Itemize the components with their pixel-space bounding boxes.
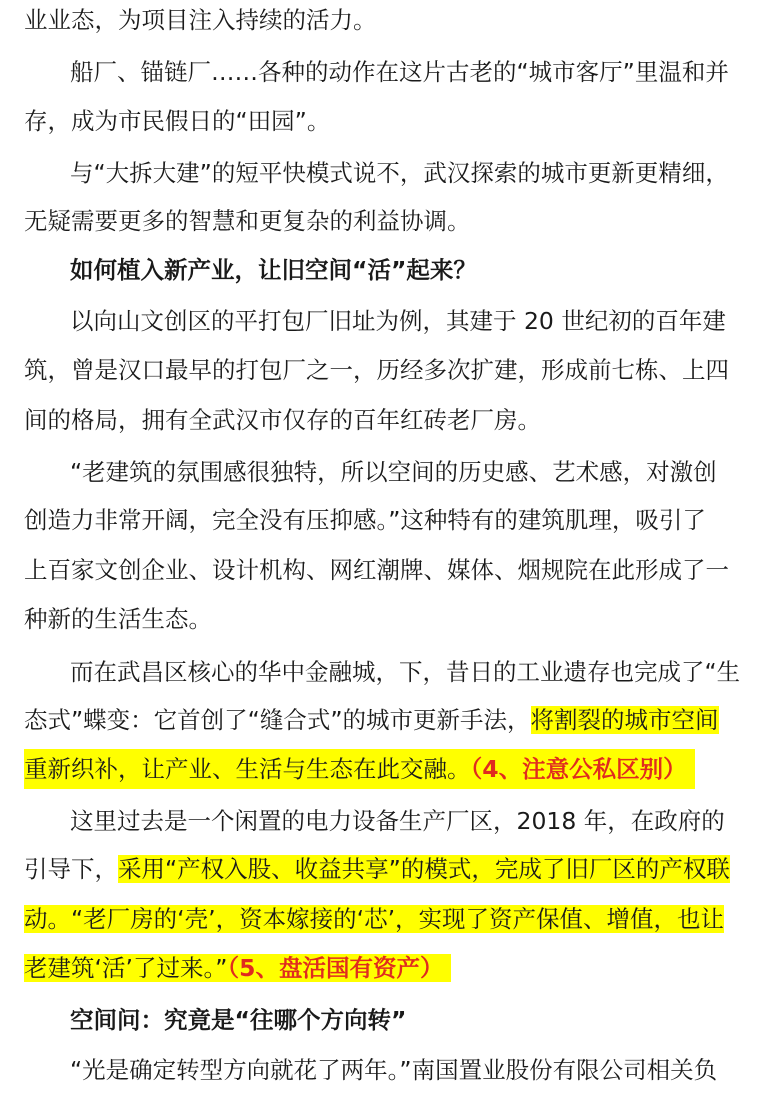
plain-text: 引导下， (24, 855, 118, 883)
paragraph-line: 业业态，为项目注入持续的活力。 (24, 6, 377, 34)
paragraph-line: 无疑需要更多的智慧和更复杂的利益协调。 (24, 207, 471, 235)
paragraph-line: “老建筑的氛围感很独特，所以空间的历史感、艺术感，对激创 (70, 458, 717, 486)
section-heading: 如何植入新产业，让旧空间“活”起来？ (70, 256, 477, 284)
paragraph-line: 筑，曾是汉口最早的打包厂之一，历经多次扩建，形成前七栋、上四 (24, 356, 729, 384)
paragraph-line (24, 700, 719, 740)
annotation-note: （5、盘活国有资产） (227, 954, 444, 982)
highlighted-text: 采用“产权入股、收益共享”的模式，完成了旧厂区的产权联 (118, 855, 730, 883)
annotation-note: （4、注意公私区别） (470, 755, 687, 783)
paragraph-line: 与“大拆大建”的短平快模式说不，武汉探索的城市更新更精细， (70, 159, 729, 187)
paragraph-line: 船厂、锚链厂……各种的动作在这片古老的“城市客厅”里温和并 (70, 58, 729, 86)
section-heading: 空间问：究竟是“往哪个方向转” (70, 1006, 407, 1034)
highlighted-text: 将割裂的城市空间 (530, 706, 719, 734)
highlighted-text: 重新织补，让产业、生活与生态在此交融。 (24, 755, 471, 783)
highlighted-text: 动。“老厂房的‘壳’，资本嫁接的‘芯’，实现了资产保值、增值，也让 (24, 905, 725, 933)
paragraph-line: 以向山文创区的平打包厂旧址为例，其建于 20 世纪初的百年建 (70, 307, 726, 335)
paragraph-line (24, 849, 730, 889)
highlighted-line (24, 749, 695, 789)
plain-text: 态式”蝶变：它首创了“缝合式”的城市更新手法， (24, 706, 531, 734)
paragraph-line: 种新的生活生态。 (24, 605, 212, 633)
paragraph-line: “光是确定转型方向就花了两年。”南国置业股份有限公司相关负 (70, 1056, 718, 1084)
paragraph-line: 而在武昌区核心的华中金融城，下，昔日的工业遗存也完成了“生 (70, 658, 741, 686)
paragraph-line: 间的格局，拥有全武汉市仅存的百年红砖老厂房。 (24, 406, 541, 434)
paragraph-line (24, 948, 451, 988)
paragraph-line (24, 899, 724, 939)
highlighted-text (24, 954, 451, 982)
highlighted-text: 老建筑‘活’了过来。” (24, 954, 228, 982)
paragraph-line: 存，成为市民假日的“田园”。 (24, 107, 331, 135)
paragraph-line: 上百家文创企业、设计机构、网红潮牌、媒体、烟规院在此形成了一 (24, 556, 729, 584)
paragraph-line: 这里过去是一个闲置的电力设备生产厂区，2018 年，在政府的 (70, 807, 725, 835)
paragraph-line: 创造力非常开阔，完全没有压抑感。”这种特有的建筑肌理，吸引了 (24, 506, 706, 534)
